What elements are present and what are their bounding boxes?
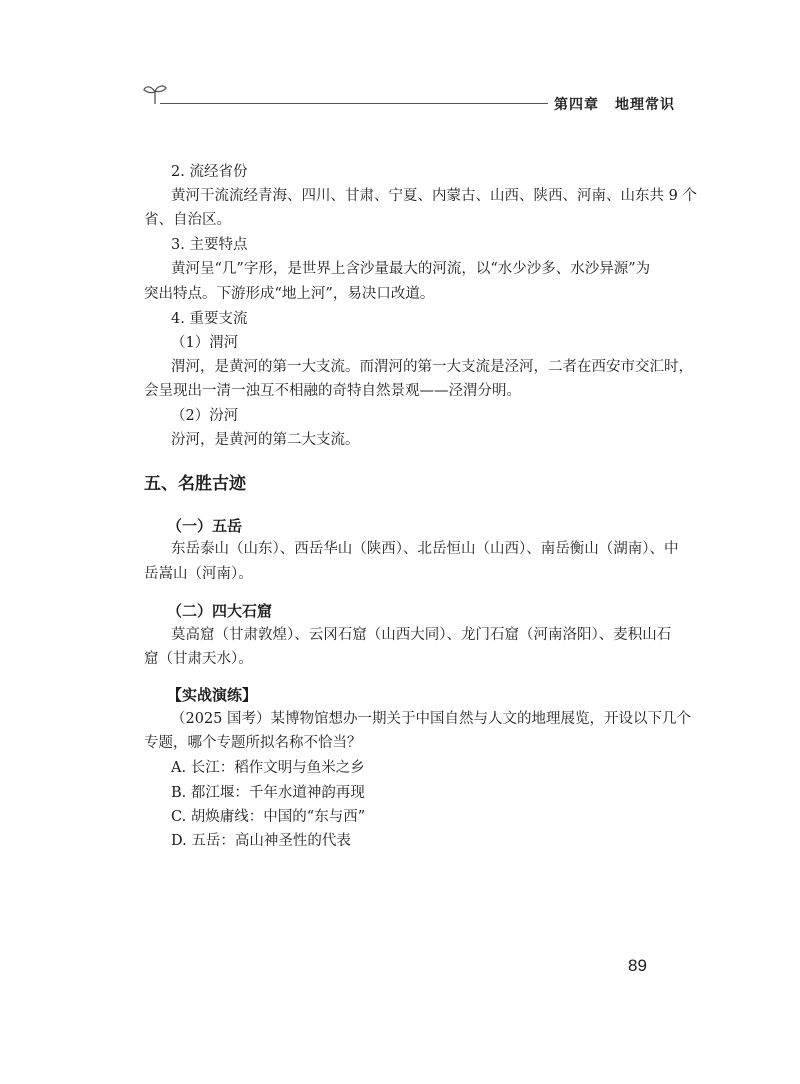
paragraph-line: 岳嵩山（河南）。 xyxy=(144,566,253,582)
paragraph-line: 黄河干流流经青海、四川、甘肃、宁夏、内蒙古、山西、陕西、河南、山东共 9 个 xyxy=(171,188,697,204)
question-line: （2025 国考）某博物馆想办一期关于中国自然与人文的地理展览，开设以下几个 xyxy=(171,711,692,727)
section-4-title: 4. 重要支流 xyxy=(171,311,248,327)
section-5-heading: 五、名胜古迹 xyxy=(144,474,246,494)
chapter-heading xyxy=(554,94,675,114)
paragraph-line: 省、自治区。 xyxy=(144,212,231,228)
paragraph-line: 黄河呈“几”字形，是世界上含沙量最大的河流，以“水少沙多、水沙异源”为 xyxy=(171,261,651,277)
weihe-title: （1）渭河 xyxy=(171,335,239,351)
paragraph-line: 渭河，是黄河的第一大支流。而渭河的第一大支流是泾河，二者在西安市交汇时， xyxy=(171,359,693,375)
subsection-grottoes-heading: （二）四大石窟 xyxy=(167,602,273,620)
section-2-title: 2. 流经省份 xyxy=(171,164,248,180)
paragraph-line: 东岳泰山（山东）、西岳华山（陕西）、北岳恒山（山西）、南岳衡山（湖南）、中 xyxy=(171,541,679,557)
page-header xyxy=(0,0,800,120)
paragraph-line: 窟（甘肃天水）。 xyxy=(144,651,253,667)
paragraph-line: 突出特点。下游形成“地上河”，易决口改道。 xyxy=(144,286,435,302)
option-c: C. 胡焕庸线：中国的“东与西” xyxy=(171,809,366,825)
paragraph-line: 莫高窟（甘肃敦煌）、云冈石窟（山西大同）、龙门石窟（河南洛阳）、麦积山石 xyxy=(171,627,672,643)
paragraph-line: 会呈现出一清一浊互不相融的奇特自然景观——泾渭分明。 xyxy=(144,383,521,399)
header-rule xyxy=(160,103,548,104)
paragraph-line: 汾河，是黄河的第二大支流。 xyxy=(171,432,360,448)
question-line: 专题，哪个专题所拟名称不恰当？ xyxy=(144,735,362,751)
chapter-title: 地理常识 xyxy=(615,97,675,113)
section-3-title: 3. 主要特点 xyxy=(171,237,248,253)
subsection-wuyue-heading: （一）五岳 xyxy=(167,517,243,535)
chapter-number: 第四章 xyxy=(554,97,599,113)
option-d: D. 五岳：高山神圣性的代表 xyxy=(171,833,351,849)
option-b: B. 都江堰：千年水道神韵再现 xyxy=(171,785,365,801)
page-number: 89 xyxy=(628,956,647,975)
practice-heading: 【实战演练】 xyxy=(167,686,258,704)
fenhe-title: （2）汾河 xyxy=(171,408,239,424)
option-a: A. 长江：稻作文明与鱼米之乡 xyxy=(171,760,365,776)
